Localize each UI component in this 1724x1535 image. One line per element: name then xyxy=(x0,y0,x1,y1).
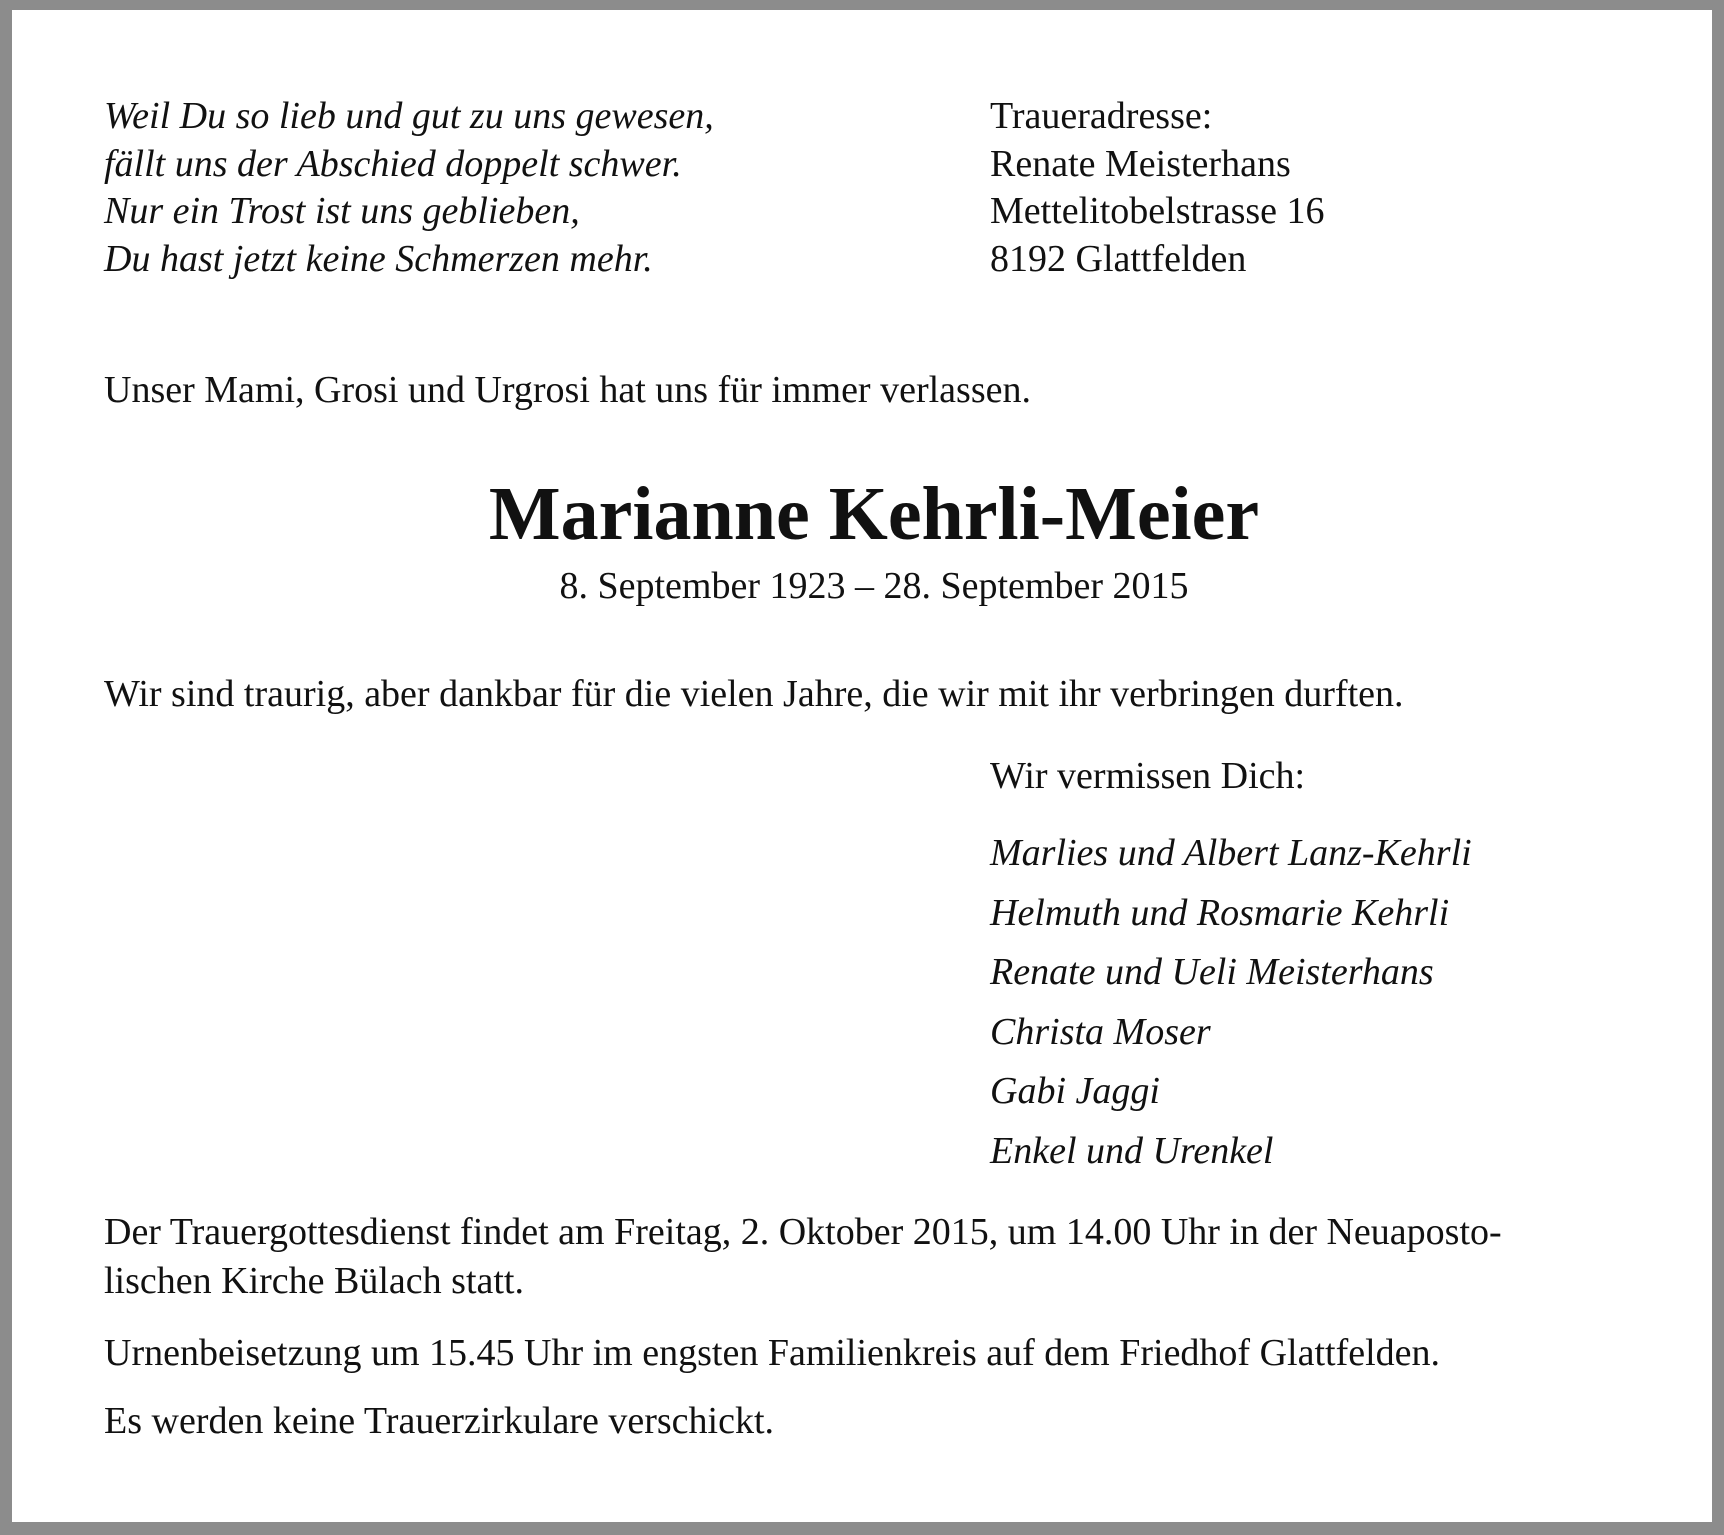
intro-text: Unser Mami, Grosi und Urgrosi hat uns für immer verlassen. xyxy=(104,369,1031,411)
mourner-name: Enkel und Urenkel xyxy=(990,1129,1274,1172)
urn-burial-notice: Urnenbeisetzung um 15.45 Uhr im engsten Familienkreis auf dem Friedhof Glattfelden. xyxy=(104,1332,1441,1374)
poem-line: Nur ein Trost ist uns geblieben, xyxy=(104,190,580,232)
circulars-notice: Es werden keine Trauerzirkulare verschickt. xyxy=(104,1400,775,1442)
life-dates: 8. September 1923 – 28. September 2015 xyxy=(559,565,1189,607)
address-street: Mettelitobelstrasse 16 xyxy=(990,190,1325,232)
poem-line: fällt uns der Abschied doppelt schwer. xyxy=(104,142,682,185)
service-notice xyxy=(104,1208,1664,1306)
thanks-text: Wir sind traurig, aber dankbar für die vielen Jahre, die wir mit ihr verbringen durften. xyxy=(104,673,1404,715)
mourners-list xyxy=(990,824,1472,1181)
mourner-name: Gabi Jaggi xyxy=(990,1070,1160,1112)
address-city: 8192 Glattfelden xyxy=(990,237,1247,280)
address-name: Renate Meisterhans xyxy=(990,142,1291,185)
deceased-name: Marianne Kehrli-Meier xyxy=(488,472,1260,556)
mourners-heading: Wir vermissen Dich: xyxy=(990,755,1306,797)
service-line: lischen Kirche Bülach statt. xyxy=(104,1260,524,1302)
poem-line: Du hast jetzt keine Schmerzen mehr. xyxy=(104,237,653,280)
poem xyxy=(104,93,714,283)
mourner-name: Renate und Ueli Meisterhans xyxy=(990,951,1434,993)
mourner-name: Christa Moser xyxy=(990,1010,1211,1053)
poem-line: Weil Du so lieb und gut zu uns gewesen, xyxy=(104,95,714,137)
mourner-name: Helmuth und Rosmarie Kehrli xyxy=(990,891,1450,934)
mourner-name: Marlies und Albert Lanz-Kehrli xyxy=(990,832,1472,874)
mourning-address xyxy=(990,93,1325,283)
address-label: Traueradresse: xyxy=(990,95,1213,137)
service-line: Der Trauergottesdienst findet am Freitag, 2. Oktober 2015, um 14.00 Uhr in der Neuaposto- xyxy=(104,1211,1502,1253)
